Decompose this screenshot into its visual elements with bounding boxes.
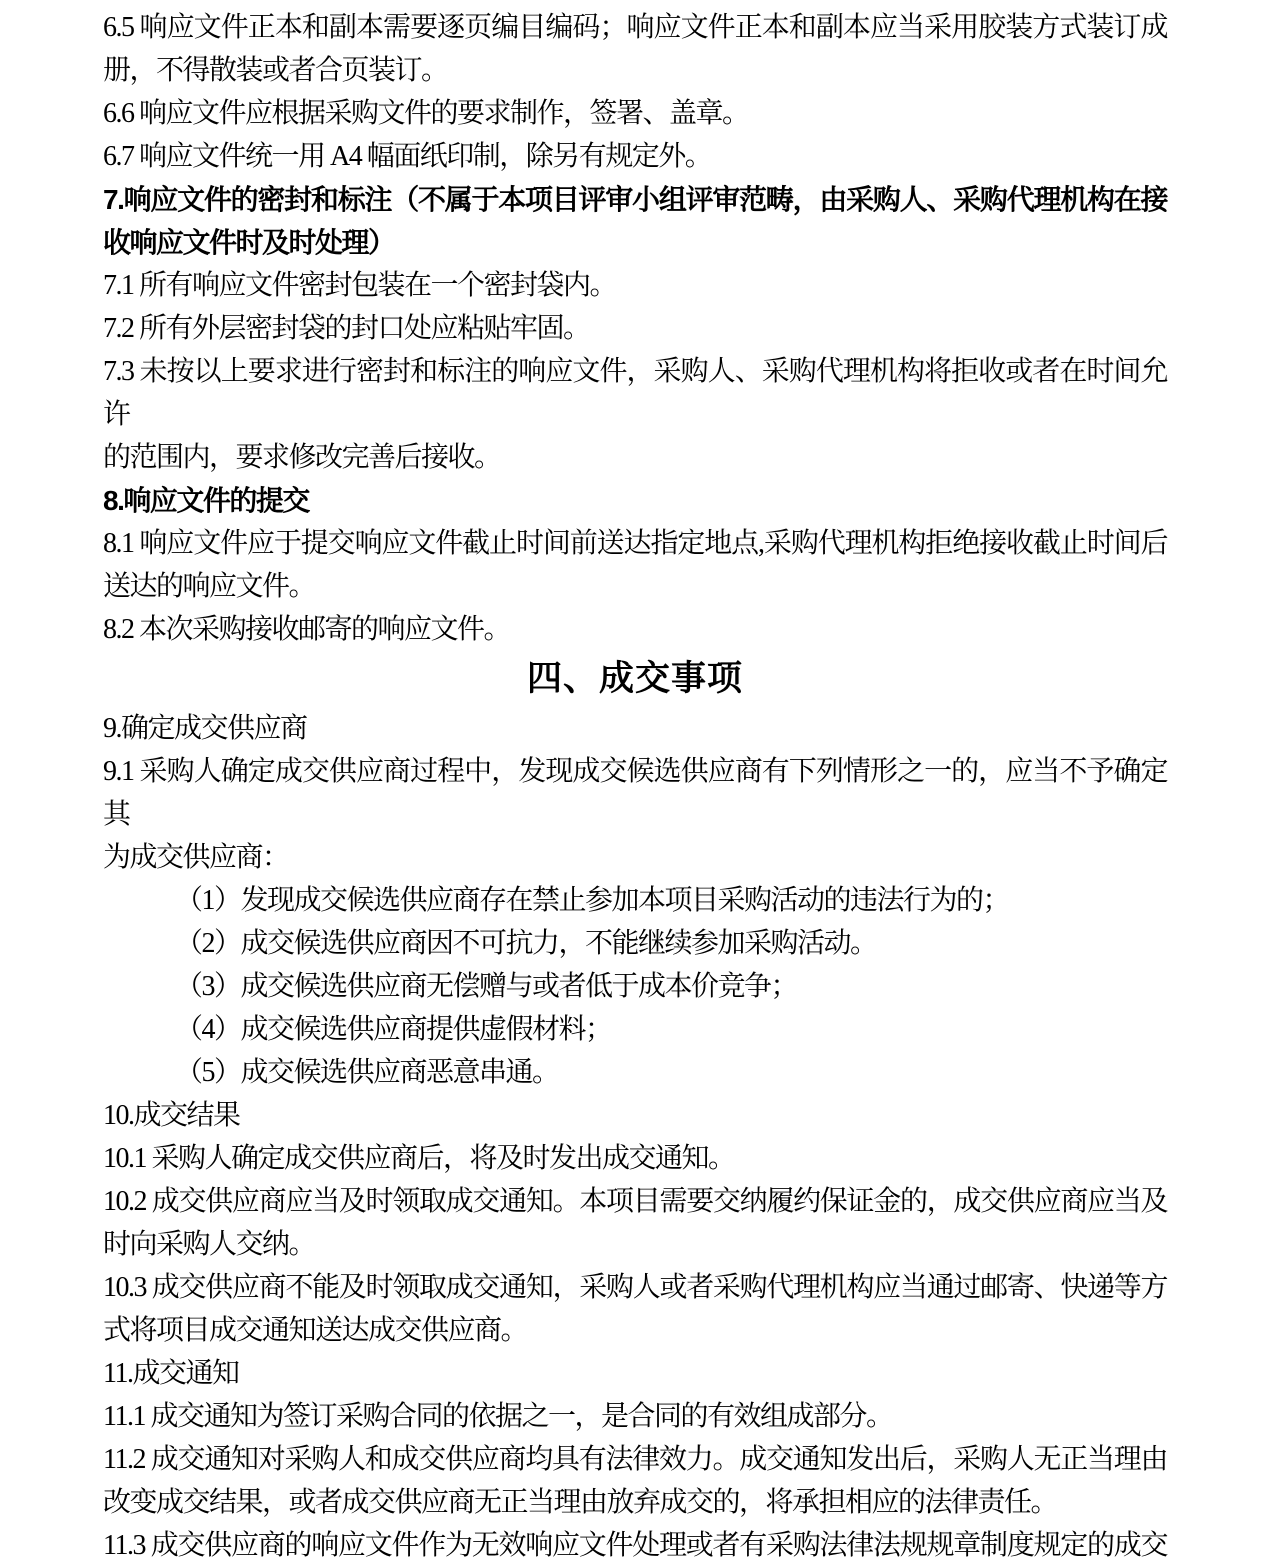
list-item-4: （4）成交候选供应商提供虚假材料； <box>175 1014 612 1045</box>
list-item-5: （5）成交候选供应商恶意串通。 <box>175 1057 559 1088</box>
line-10-3-cont: 式将项目成交通知送达成交供应商。 <box>103 1315 528 1346</box>
line-10-2: 10.2 成交供应商应当及时领取成交通知。本项目需要交纳履约保证金的，成交供应商应当及 <box>103 1186 1167 1217</box>
line-9: 9.确定成交供应商 <box>103 713 307 744</box>
line-8-1-cont: 送达的响应文件。 <box>103 571 316 602</box>
line-11-2-cont: 改变成交结果，或者成交供应商无正当理由放弃成交的，将承担相应的法律责任。 <box>103 1487 1058 1518</box>
list-item-2: （2）成交候选供应商因不可抗力，不能继续参加采购活动。 <box>175 928 877 959</box>
clause-7-title-cont: 收响应文件时及时处理） <box>103 227 395 258</box>
line-7-1: 7.1 所有响应文件密封包装在一个密封袋内。 <box>103 270 617 301</box>
line-7-3: 7.3 未按以上要求进行密封和标注的响应文件，采购人、采购代理机构将拒收或者在时间允许 <box>103 356 1167 430</box>
line-10-2-cont: 时向采购人交纳。 <box>103 1229 316 1260</box>
clause-7-title: 7.响应文件的密封和标注（不属于本项目评审小组评审范畴，由采购人、采购代理机构在接 <box>103 184 1167 215</box>
line-6-6: 6.6 响应文件应根据采购文件的要求制作，签署、盖章。 <box>103 98 749 129</box>
line-10: 10.成交结果 <box>103 1100 240 1131</box>
list-item-3: （3）成交候选供应商无偿赠与或者低于成本价竞争； <box>175 971 798 1002</box>
line-6-5-cont: 册，不得散装或者合页装订。 <box>103 55 448 86</box>
line-7-2: 7.2 所有外层密封袋的封口处应粘贴牢固。 <box>103 313 590 344</box>
line-11-3: 11.3 成交供应商的响应文件作为无效响应文件处理或者有采购法律法规规章制度规定的成交 <box>103 1530 1167 1561</box>
line-9-1: 9.1 采购人确定成交供应商过程中，发现成交候选供应商有下列情形之一的，应当不予确定其 <box>103 756 1167 830</box>
part-4-heading: 四、成交事项 <box>526 659 743 698</box>
list-item-1: （1）发现成交候选供应商存在禁止参加本项目采购活动的违法行为的； <box>175 885 1010 916</box>
line-11: 11.成交通知 <box>103 1358 239 1389</box>
line-8-1: 8.1 响应文件应于提交响应文件截止时间前送达指定地点,采购代理机构拒绝接收截止时间后 <box>103 528 1167 559</box>
line-7-3-cont: 的范围内，要求修改完善后接收。 <box>103 442 501 473</box>
line-9-1-cont: 为成交供应商： <box>103 842 289 873</box>
line-11-1: 11.1 成交通知为签订采购合同的依据之一，是合同的有效组成部分。 <box>103 1401 893 1432</box>
clause-8-title: 8.响应文件的提交 <box>103 485 309 516</box>
line-8-2: 8.2 本次采购接收邮寄的响应文件。 <box>103 614 511 645</box>
line-11-2: 11.2 成交通知对采购人和成交供应商均具有法律效力。成交通知发出后，采购人无正当理由 <box>103 1444 1167 1475</box>
line-6-7: 6.7 响应文件统一用 A4 幅面纸印制，除另有规定外。 <box>103 141 712 172</box>
line-10-1: 10.1 采购人确定成交供应商后，将及时发出成交通知。 <box>103 1143 735 1174</box>
line-10-3: 10.3 成交供应商不能及时领取成交通知，采购人或者采购代理机构应当通过邮寄、快递等方 <box>103 1272 1167 1303</box>
line-6-5: 6.5 响应文件正本和副本需要逐页编目编码；响应文件正本和副本应当采用胶装方式装订成 <box>103 12 1167 43</box>
